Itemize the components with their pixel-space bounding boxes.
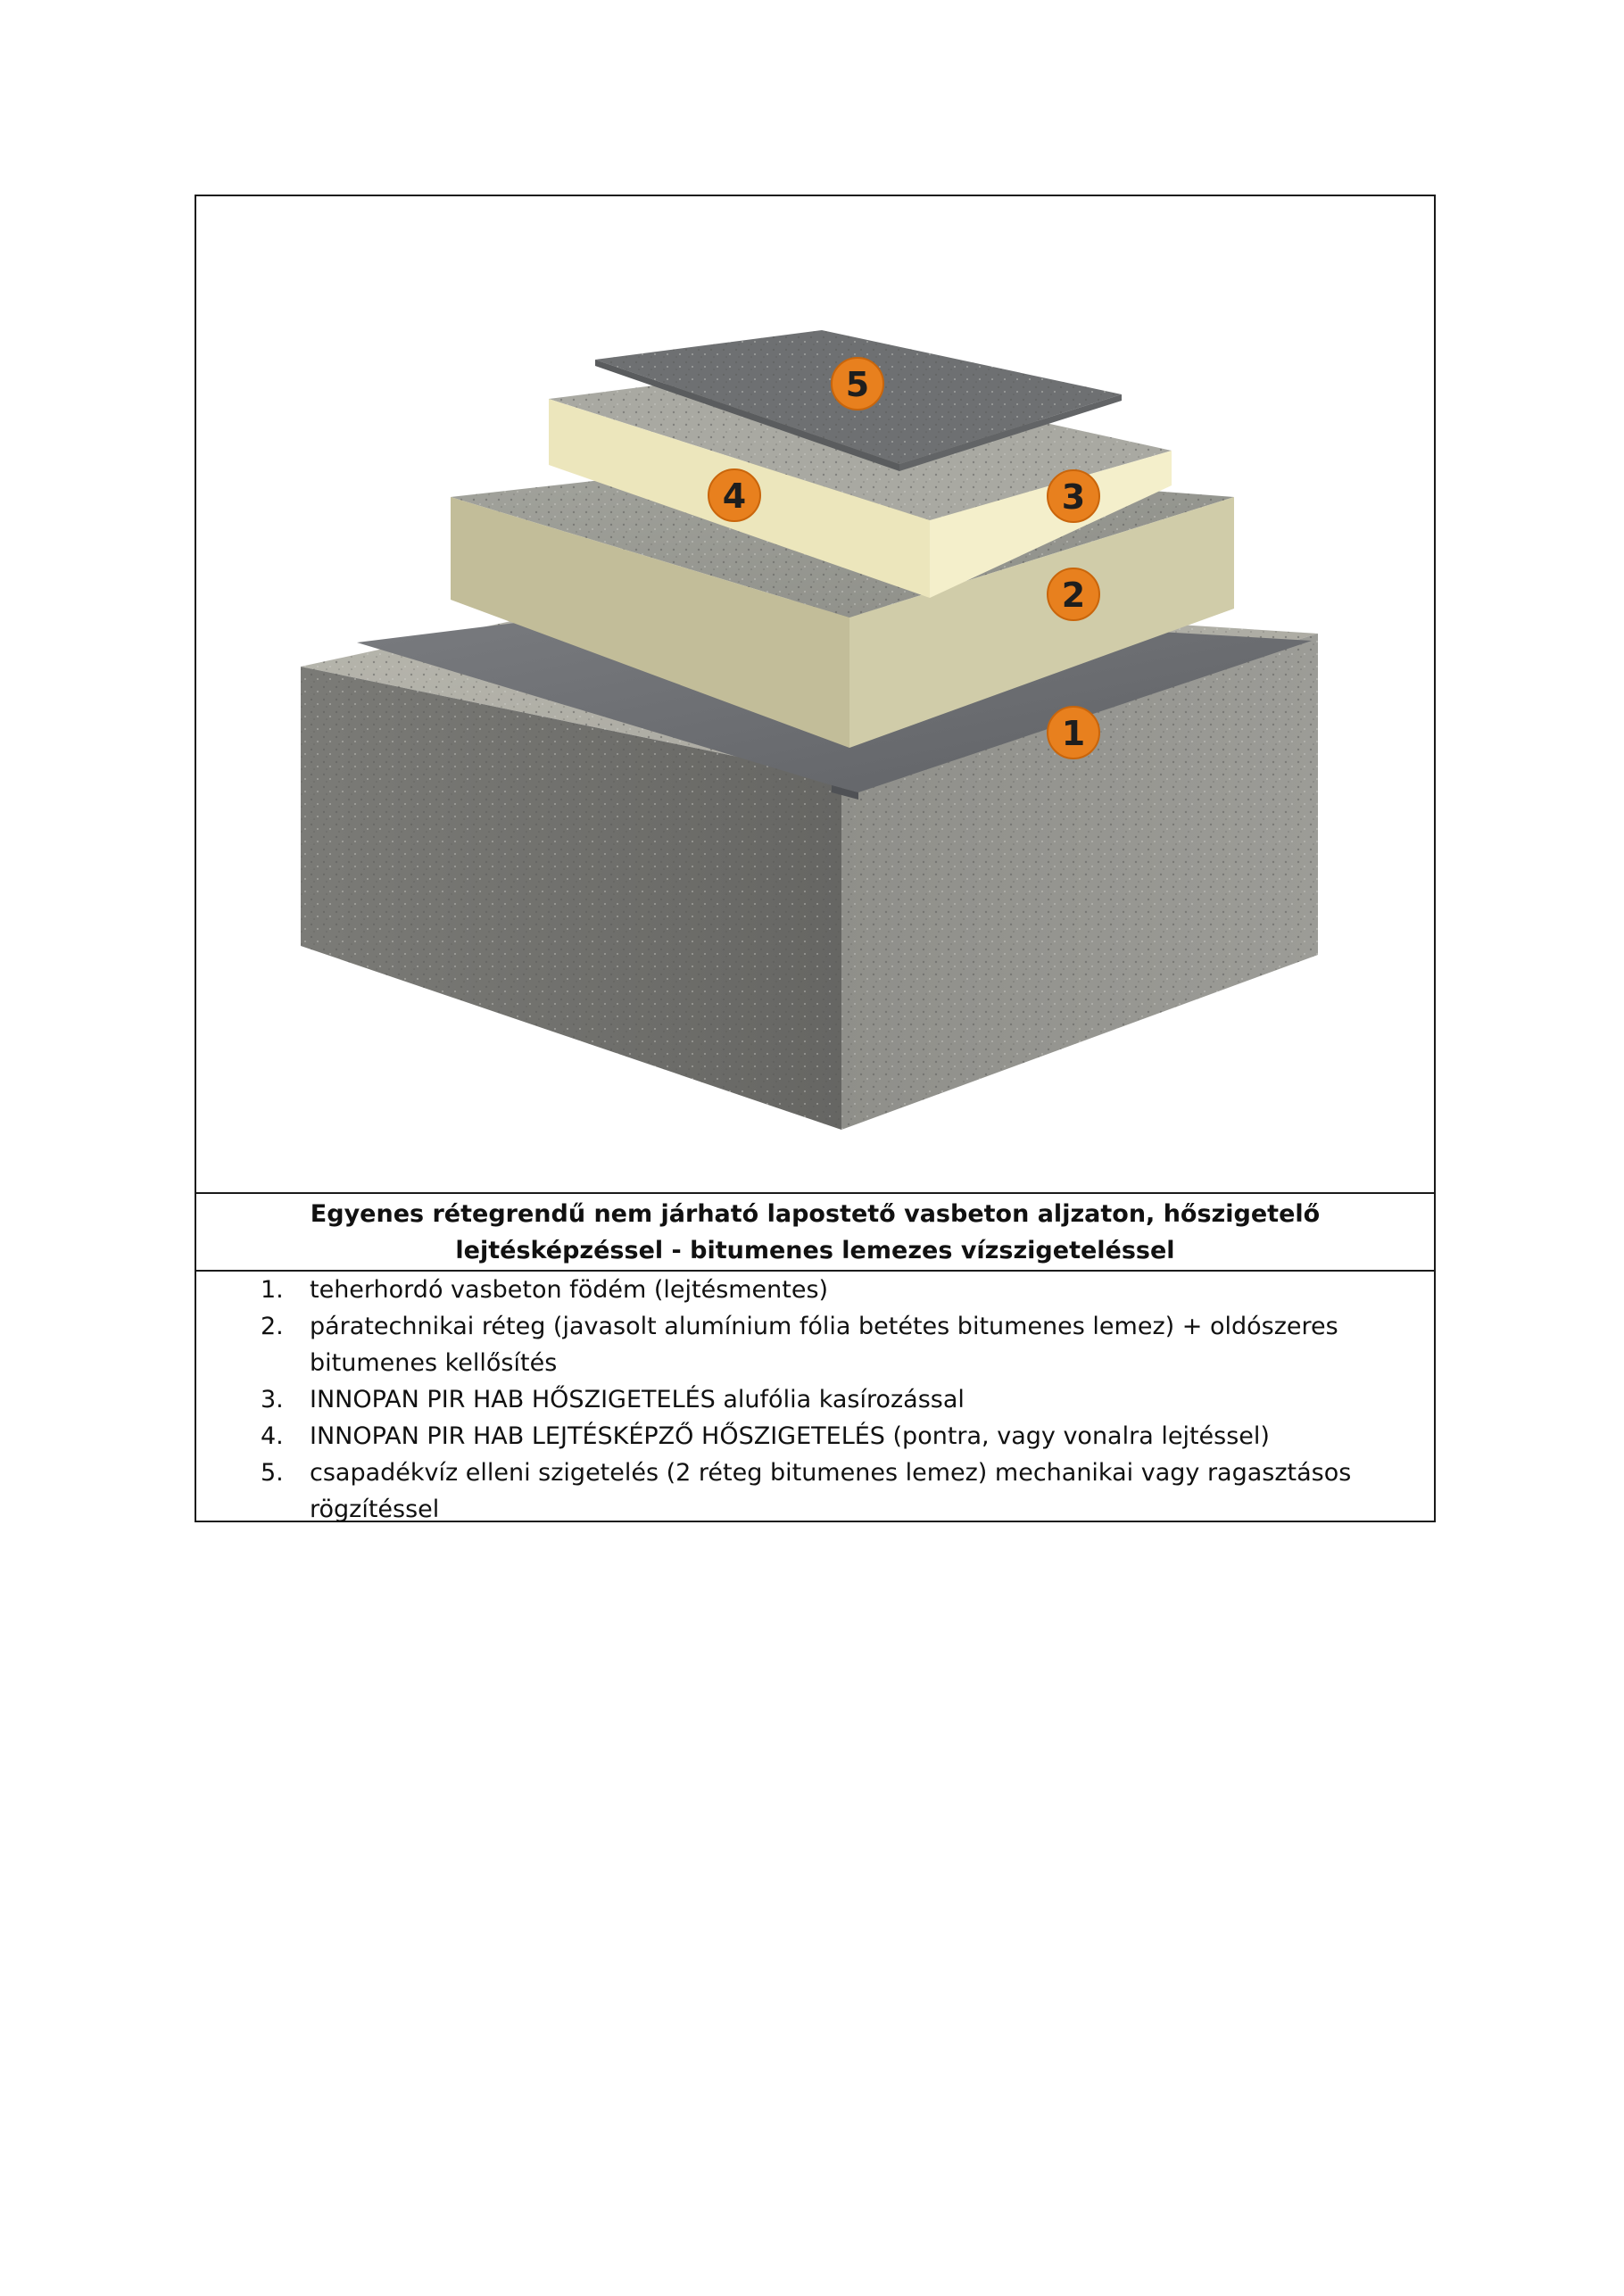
svg-text:3: 3 [1061,477,1086,517]
list-number: 5. [261,1459,284,1487]
svg-text:4: 4 [722,477,747,516]
list-item [196,1455,1434,1528]
layer-list [196,1272,1434,1528]
list-item [196,1418,1434,1455]
badge-3 [1048,470,1099,522]
list-number: 2. [261,1313,284,1340]
list-number: 1. [261,1276,284,1304]
svg-text:5: 5 [845,365,870,404]
layer-illustration-cell [196,196,1434,1194]
list-text: páratechnikai réteg (javasolt alumínium fólia betétes bitumenes lemez) + oldószeres bitumenes kellősítés [310,1313,1338,1377]
badge-4 [708,469,760,521]
list-number: 4. [261,1422,284,1450]
svg-text:1: 1 [1061,714,1086,753]
badge-2 [1048,568,1099,620]
list-item [196,1272,1434,1308]
list-text: INNOPAN PIR HAB HŐSZIGETELÉS alufólia kasírozással [310,1386,965,1413]
detail-frame [195,195,1436,1522]
list-number: 3. [261,1386,284,1413]
list-item [196,1308,1434,1381]
list-item [196,1381,1434,1418]
badge-1 [1048,707,1099,758]
list-text: teherhordó vasbeton födém (lejtésmentes) [310,1276,829,1304]
list-text: csapadékvíz elleni szigetelés (2 réteg bitumenes lemez) mechanikai vagy ragasztásos rögzítéssel [310,1459,1352,1523]
roof-layers-illustration [196,196,1434,1192]
caption-title: Egyenes rétegrendű nem járható lapostető vasbeton aljzaton, hőszigetelő lejtésképzéssel - bitumenes lemezes vízszigeteléssel [310,1199,1321,1264]
badge-5 [832,358,883,410]
list-text: INNOPAN PIR HAB LEJTÉSKÉPZŐ HŐSZIGETELÉS (pontra, vagy vonalra lejtéssel) [310,1422,1270,1450]
svg-text:2: 2 [1061,576,1086,615]
caption-cell [196,1194,1434,1272]
